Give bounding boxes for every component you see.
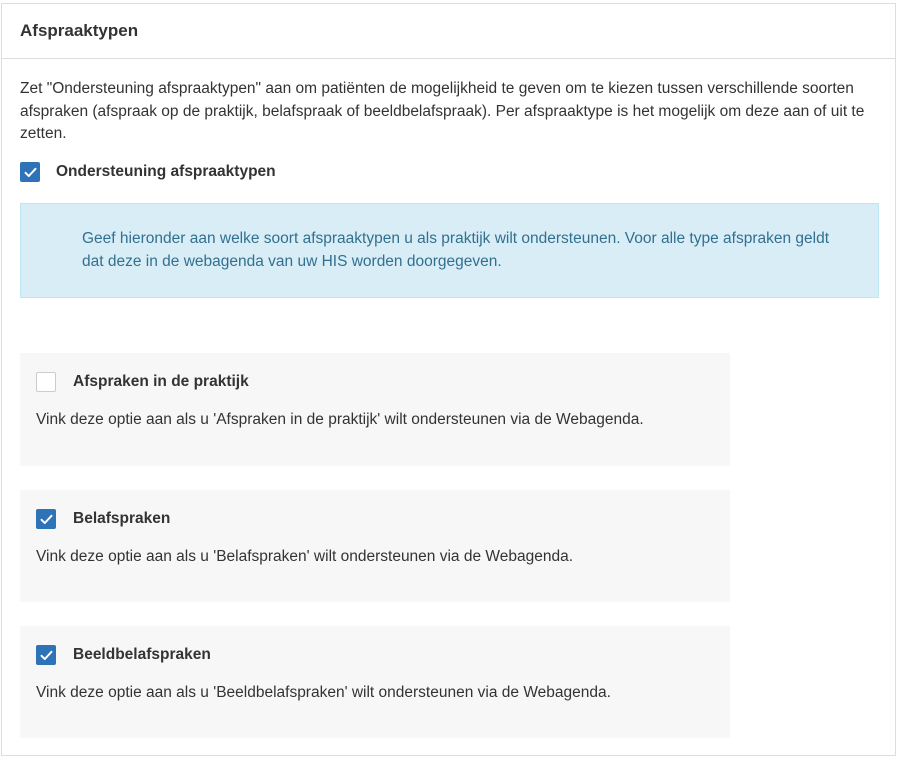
option-beeldbelafspraken-checkbox[interactable] (36, 645, 56, 665)
checkmark-icon (24, 167, 37, 178)
panel-title: Afspraaktypen (20, 21, 139, 40)
info-alert: Geef hieronder aan welke soort afspraaktypen u als praktijk wilt ondersteunen. Voor alle type afspraken geldt dat deze in de webagenda van uw HIS worden doorgegeven. (20, 203, 879, 298)
option-belafspraken-checkbox[interactable] (36, 509, 56, 529)
option-beeldbelafspraken-toggle[interactable] (36, 644, 714, 666)
support-appointment-types-toggle[interactable] (20, 160, 877, 184)
intro-text: Zet "Ondersteuning afspraaktypen" aan om patiënten de mogelijkheid te geven om te kiezen tussen verschillende soorten afspraken (afspraak op de praktijk, belafspraak of beeldbelafspraak). Per afspraaktype is het mogelijk om deze aan of uit te zetten. (20, 80, 865, 142)
panel-body (2, 59, 895, 298)
support-appointment-types-label: Ondersteuning afspraaktypen (56, 162, 276, 180)
option-praktijk-description: Vink deze optie aan als u 'Afspraken in de praktijk' wilt ondersteunen via de Webagenda. (36, 411, 644, 428)
option-belafspraken-description: Vink deze optie aan als u 'Belafspraken' wilt ondersteunen via de Webagenda. (36, 548, 574, 565)
checkmark-icon (40, 514, 53, 525)
option-belafspraken-toggle[interactable] (36, 508, 714, 530)
option-beeldbelafspraken-label: Beeldbelafspraken (73, 646, 211, 663)
option-card-belafspraken (20, 490, 730, 602)
option-belafspraken-label: Belafspraken (73, 510, 171, 527)
panel-header (2, 4, 895, 59)
option-praktijk-label: Afspraken in de praktijk (73, 373, 249, 390)
checkmark-icon (40, 650, 53, 661)
option-praktijk-checkbox[interactable] (36, 372, 56, 392)
option-card-beeldbelafspraken (20, 626, 730, 738)
support-appointment-types-checkbox[interactable] (20, 162, 40, 182)
option-card-praktijk (20, 353, 730, 466)
afspraaktypen-panel (1, 3, 896, 756)
option-praktijk-toggle[interactable] (36, 371, 714, 393)
option-beeldbelafspraken-description: Vink deze optie aan als u 'Beeldbelafspraken' wilt ondersteunen via de Webagenda. (36, 684, 611, 701)
